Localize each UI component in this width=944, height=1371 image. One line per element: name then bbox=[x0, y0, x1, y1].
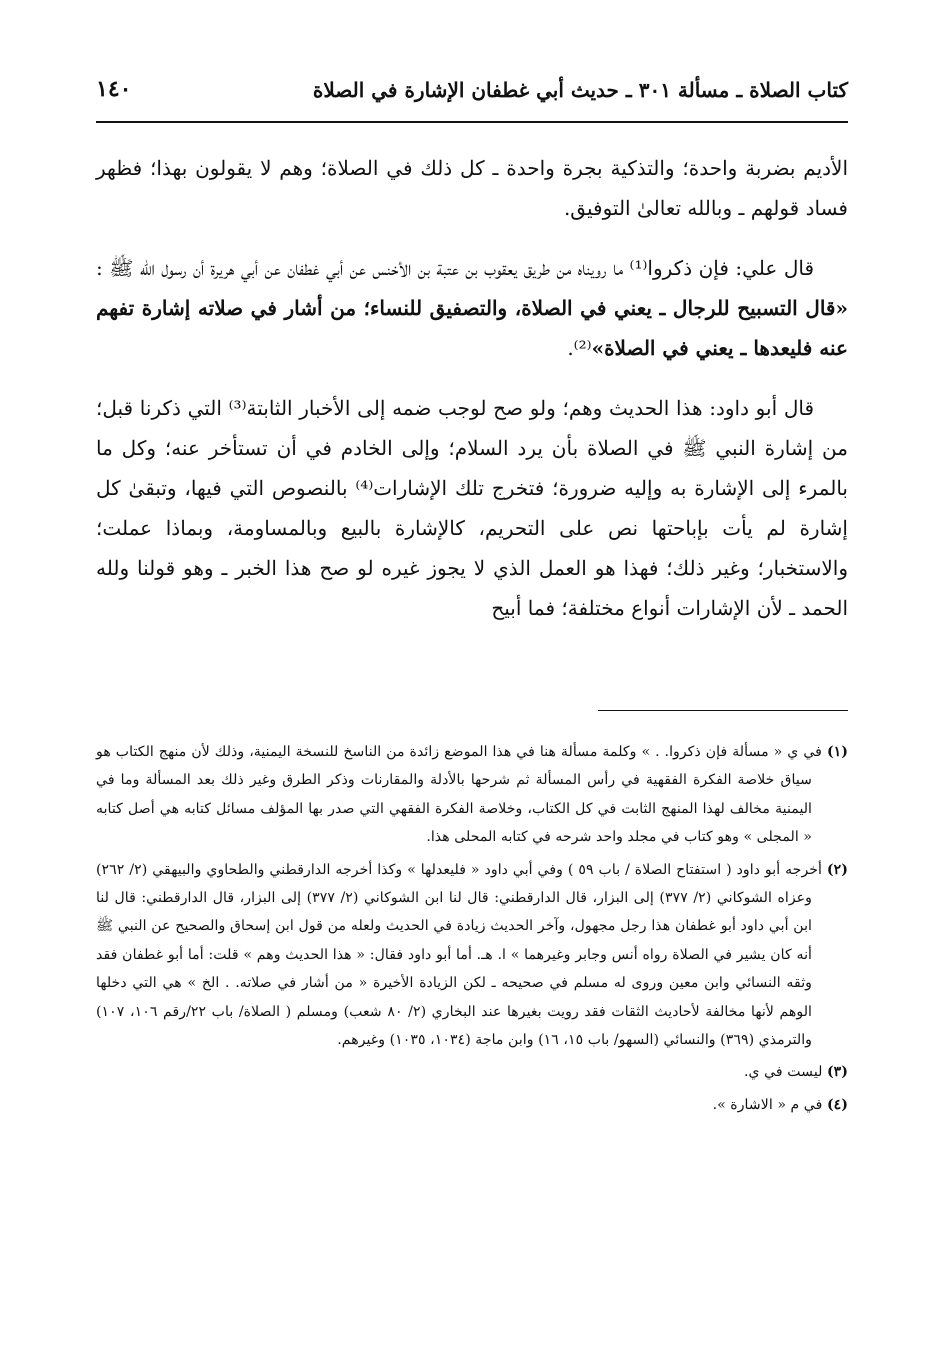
footnote-1-text: في ي « مسألة فإن ذكروا. . » وكلمة مسألة هنا في هذا الموضع زائدة من الناسخ للنسخة اليمنية، وذلك لأن منهج الكتاب هو سياق خلاصة الفكرة الفقهية في رأس المسألة ثم شرحها بالأدلة والمقارنات وذكر الطرق وغير ذلك بعد المسألة وما في اليمنية مخالف لهذا المنهج الثابت في كل الكتاب، وخلاصة الفكرة الفقهي التي صدر بها المؤلف مسائل كتابه هي أصل كتابه « المجلى » وهو كتاب في مجلد واحد شرحه في كتابه المحلى هذا. bbox=[96, 744, 822, 846]
footnote-1-mark: (١) bbox=[826, 744, 848, 760]
footnote-2-text: أخرجه أبو داود ( استفتاح الصلاة / باب ٥٩ ) وفي أبي داود « فليعدلها » وكذا أخرجه الدارقطني والطحاوي والبيهقي (٢/ ٢٦٢) وعزاه الشوكاني (٢/ ٣٧٧) إلى البزار، قال الدارقطني: قال لنا ابن الشوكاني (٢/ ٣٧٧) إلى البزار، قال الدارقطني: قال لنا ابن أبي داود أبو غطفان هذا رجل مجهول، وآخر الحديث زيادة في الحديث ولعله من قول ابن إسحاق والصحيح عن النبي ﷺ أنه كان يشير في الصلاة رواه أنس وجابر وغيرهما » ا. هـ. أما أبو داود فقال: « هذا الحديث وهم » قلت: أما أبو غطفان فقد وثقه النسائي وابن معين وروى له مسلم في صحيحه ـ لكن الزيادة الأخيرة « من أشار في صلاته. . الخ » هي التي دخلها الوهم لأنها مخالفة لأحاديث الثقات فقد رويت بغيرها عند البخاري (٢/ ٨٠ شعب) ومسلم ( الصلاة/ باب ٢٢/رقم ١٠٦، ١٠٧) والترمذي (٣٦٩) والنسائي (السهو/ باب ١٥، ١٦) وابن ماجة (١٠٣٤، ١٠٣٥) وغيرهم. bbox=[96, 861, 822, 1049]
running-title: كتاب الصلاة ـ مسألة ٣٠١ ـ حديث أبي غطفان الإشارة في الصلاة bbox=[312, 78, 848, 102]
paragraph-1 bbox=[96, 148, 848, 228]
footnote-1 bbox=[96, 738, 848, 852]
footnote-4-mark: (٤) bbox=[826, 1096, 848, 1113]
footnotes bbox=[96, 738, 848, 1123]
paragraph-1-text: الأديم بضربة واحدة؛ والتذكية بجرة واحدة ـ كل ذلك في الصلاة؛ وهم لا يقولون بهذا؛ فظهر فساد قولهم ـ وبالله تعالىٰ التوفيق. bbox=[96, 156, 849, 220]
header-divider bbox=[96, 121, 848, 123]
page-number: ١٤٠ bbox=[96, 76, 132, 102]
footnote-2-mark: (٢) bbox=[826, 861, 848, 878]
footnote-3-text: ليست في ي. bbox=[743, 1064, 823, 1081]
paragraph-2 bbox=[96, 248, 848, 368]
footnote-4 bbox=[96, 1091, 848, 1119]
paragraph-2-intro: قال علي: فإن ذكروا⁽¹⁾ ما رويناه من طريق يعقوب بن عتبة بن الأخنس عن أبي غطفان عن أبي هريرة أن رسول الله ﷺ : bbox=[96, 256, 814, 280]
footnote-divider bbox=[598, 710, 848, 711]
footnote-2 bbox=[96, 856, 848, 1055]
hadith-quote: «قال التسبيح للرجال ـ يعني في الصلاة، والتصفيق للنساء؛ من أشار في صلاته إشارة تفهم عنه فليعدها ـ يعني في الصلاة» bbox=[96, 296, 848, 360]
footnote-4-text: في م « الاشارة ». bbox=[712, 1096, 823, 1113]
main-text bbox=[96, 148, 848, 648]
footnote-3 bbox=[96, 1058, 848, 1086]
paragraph-3-text: قال أبو داود: هذا الحديث وهم؛ ولو صح لوجب ضمه إلى الأخبار الثابتة⁽³⁾ التي ذكرنا قبل؛ من إشارة النبي ﷺ في الصلاة بأن يرد السلام؛ وإلى الخادم في أن تستأخر عنه؛ وكل ما بالمرء إلى الإشارة به وإليه ضرورة؛ فتخرج تلك الإشارات⁽⁴⁾ بالنصوص التي فيها، وتبقىٰ كل إشارة لم يأت بإباحتها نص على التحريم، كالإشارة بالبيع وبالمساومة، وبماذا عملت؛ والاستخبار؛ وغير ذلك؛ فهذا هو العمل الذي لا يجوز غيره لو صح هذا الخبر ـ وهو قولنا ولله الحمد ـ لأن الإشارات أنواع مختلفة؛ فما أبيح bbox=[96, 396, 848, 620]
paragraph-2-end: ⁽²⁾. bbox=[567, 336, 592, 360]
footnote-3-mark: (٣) bbox=[826, 1064, 848, 1081]
page-header bbox=[96, 72, 848, 118]
paragraph-3 bbox=[96, 388, 848, 628]
